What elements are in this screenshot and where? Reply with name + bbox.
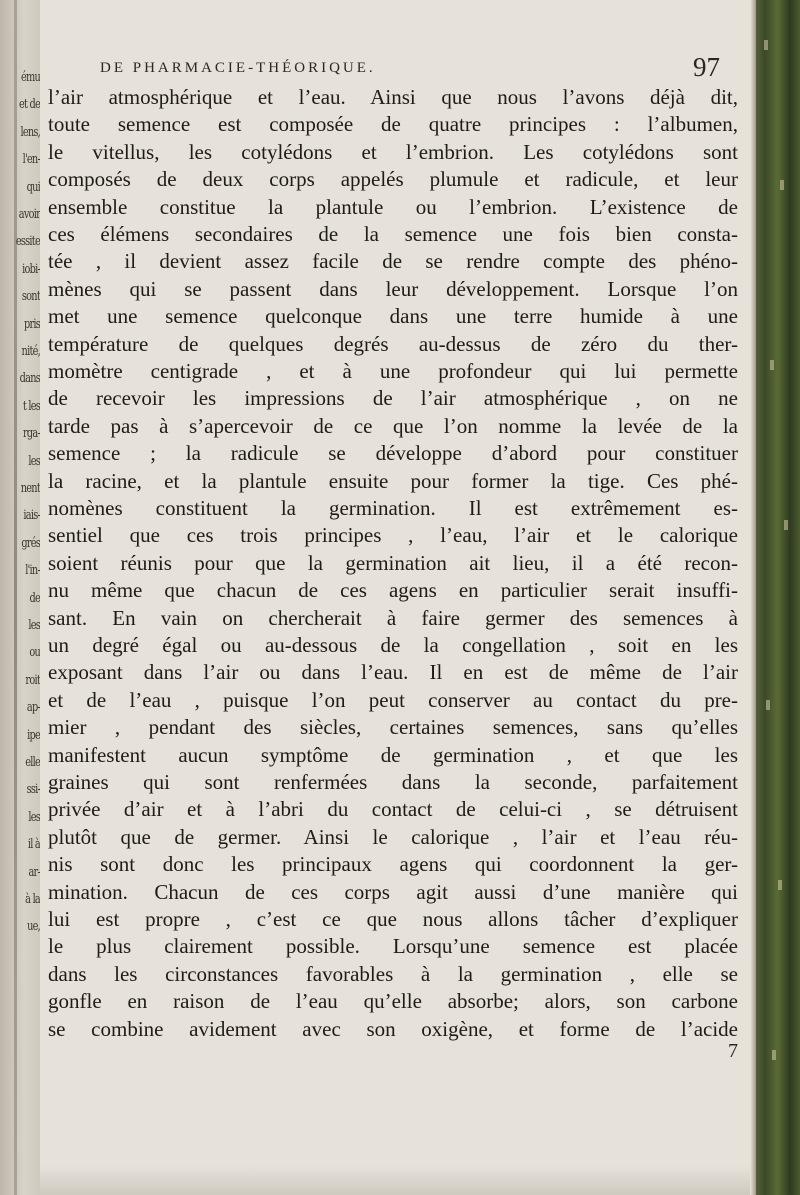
page-bottom-shadow [40, 1165, 750, 1195]
text-line: un degré égal ou au-dessous de la congellation , soit en les [48, 633, 738, 657]
book-page [48, 50, 738, 1062]
text-line: plutôt que de germer. Ainsi le calorique , l’air et l’eau réu- [48, 824, 738, 849]
bleed-fragment: rga- [22, 426, 40, 442]
bleed-fragment: lens, [20, 124, 40, 140]
running-head [48, 50, 738, 84]
text-line: ces élémens secondaires de la semence une fois bien consta- [48, 222, 738, 246]
page-number: 97 [693, 52, 720, 82]
text-line: manifestent aucun symptôme de germination , et que les [48, 742, 738, 767]
text-line: dans les circonstances favorables à la germination , elle se [48, 961, 738, 986]
bleed-fragment: l'in- [25, 563, 40, 579]
text-line: le vitellus, les cotylédons et l’embrion. Les cotylédons sont [48, 139, 738, 164]
running-title: DE PHARMACIE-THÉORIQUE. [100, 60, 376, 76]
bleed-fragment: essite [15, 234, 40, 250]
text-line: semence ; la radicule se développe d’abord pour constituer [48, 441, 738, 466]
text-line: mination. Chacun de ces corps agit aussi d’une manière qui [48, 879, 738, 904]
bleed-fragment: sont [21, 289, 40, 305]
text-line: toute semence est composée de quatre principes : l’albumen, [48, 112, 738, 137]
body-text [48, 84, 738, 1044]
bleed-fragment: l'en- [22, 152, 40, 168]
bleed-fragment: iobi- [22, 261, 40, 277]
text-line: se combine avidement avec son oxigène, et forme de l’acide [48, 1016, 738, 1041]
bleed-fragment: dans [19, 371, 40, 387]
bleed-fragment: il à [27, 837, 40, 853]
bleed-fragment: ap- [26, 700, 40, 716]
text-line: exposant dans l’air ou dans l’eau. Il en est de même de l’air [48, 660, 738, 685]
bleed-fragment: qui [26, 179, 40, 195]
bleed-fragment: nité, [21, 344, 40, 359]
bleed-fragment: avoir [18, 207, 40, 222]
binding-speck [764, 40, 768, 50]
text-line: privée d’air et à l’abri du contact de celui-ci , se détruisent [48, 797, 738, 822]
text-line: met une semence quelconque dans une terre humide à une [48, 304, 738, 329]
text-line: lui est propre , c’est ce que nous allons tâcher d’expliquer [48, 907, 738, 931]
text-line: la racine, et la plantule ensuite pour former la tige. Ces phé- [48, 468, 738, 493]
text-line: graines qui sont renfermées dans la seconde, parfaitement [48, 770, 738, 794]
binding-speck [780, 180, 784, 190]
bleed-fragment: iais- [23, 508, 40, 524]
text-line: tarde pas à s’apercevoir de ce que l’on nomme la levée de la [48, 413, 738, 438]
bleed-fragment: pris [23, 316, 40, 332]
text-line: nu même que chacun de ces agens en particulier serait insuffi- [48, 578, 738, 603]
text-line: ensemble constitue la plantule ou l’embrion. L’existence de [48, 194, 738, 219]
text-line: et de l’eau , puisque l’on peut conserver au contact du pre- [48, 687, 738, 712]
binding-speck [784, 520, 788, 530]
left-page-edge [0, 0, 40, 1195]
bleed-fragment: les [28, 453, 40, 469]
text-line: sentiel que ces trois principes , l’eau, l’air et le calorique [48, 523, 738, 548]
text-line: mier , pendant des siècles, certaines semences, sans qu’elles [48, 715, 738, 740]
bleed-fragment: de [29, 590, 40, 606]
bleed-fragment: ssi- [26, 782, 40, 798]
text-line: momètre centigrade , et à une profondeur qui lui permette [48, 359, 738, 383]
text-line: gonfle en raison de l’eau qu’elle absorbe; alors, son carbone [48, 989, 738, 1014]
text-line: tée , il devient assez facile de se rendre compte des phéno- [48, 249, 738, 274]
bleed-fragment: roit [25, 672, 40, 688]
text-line: de recevoir les impressions de l’air atmosphérique , on ne [48, 386, 738, 411]
bleed-fragment: elle [25, 755, 40, 770]
text-line: température de quelques degrés au-dessus de zéro du ther- [48, 331, 738, 356]
binding-speck [766, 700, 770, 710]
binding-speck [778, 880, 782, 890]
binding-speck [772, 1050, 776, 1060]
bleed-fragment: nent [20, 481, 40, 496]
text-line: composés de deux corps appelés plumule et radicule, et leur [48, 167, 738, 192]
bleed-fragment: ar- [28, 864, 40, 880]
bleed-fragment: à la [25, 892, 40, 907]
text-line: sant. En vain on chercherait à faire germer des semences à [48, 605, 738, 630]
text-line: l’air atmosphérique et l’eau. Ainsi que nous l’avons déjà dit, [48, 85, 738, 109]
text-line: le plus clairement possible. Lorsqu’une semence est placée [48, 934, 738, 959]
binding-speck [770, 360, 774, 370]
bleed-fragment: t les [22, 398, 40, 414]
signature-mark: 7 [728, 1040, 738, 1062]
bleed-fragment: ému [20, 70, 40, 85]
bleed-fragment: ou [29, 645, 40, 661]
bleed-fragment: ipe [27, 727, 40, 743]
text-line: soient réunis pour que la germination ait lieu, il a été recon- [48, 550, 738, 575]
text-line: nis sont donc les principaux agens qui coordonnent la ger- [48, 852, 738, 877]
text-line: nomènes constituent la germination. Il est extrêmement es- [48, 496, 738, 520]
text-line: mènes qui se passent dans leur développement. Lorsque l’on [48, 276, 738, 301]
right-binding-edge [750, 0, 800, 1195]
bleed-fragment: et de [18, 97, 40, 113]
bleed-fragment: ue, [27, 919, 40, 935]
bleed-fragment: les [28, 618, 40, 633]
bleed-fragment: les [28, 809, 40, 825]
bleed-fragment: grés [21, 535, 40, 551]
